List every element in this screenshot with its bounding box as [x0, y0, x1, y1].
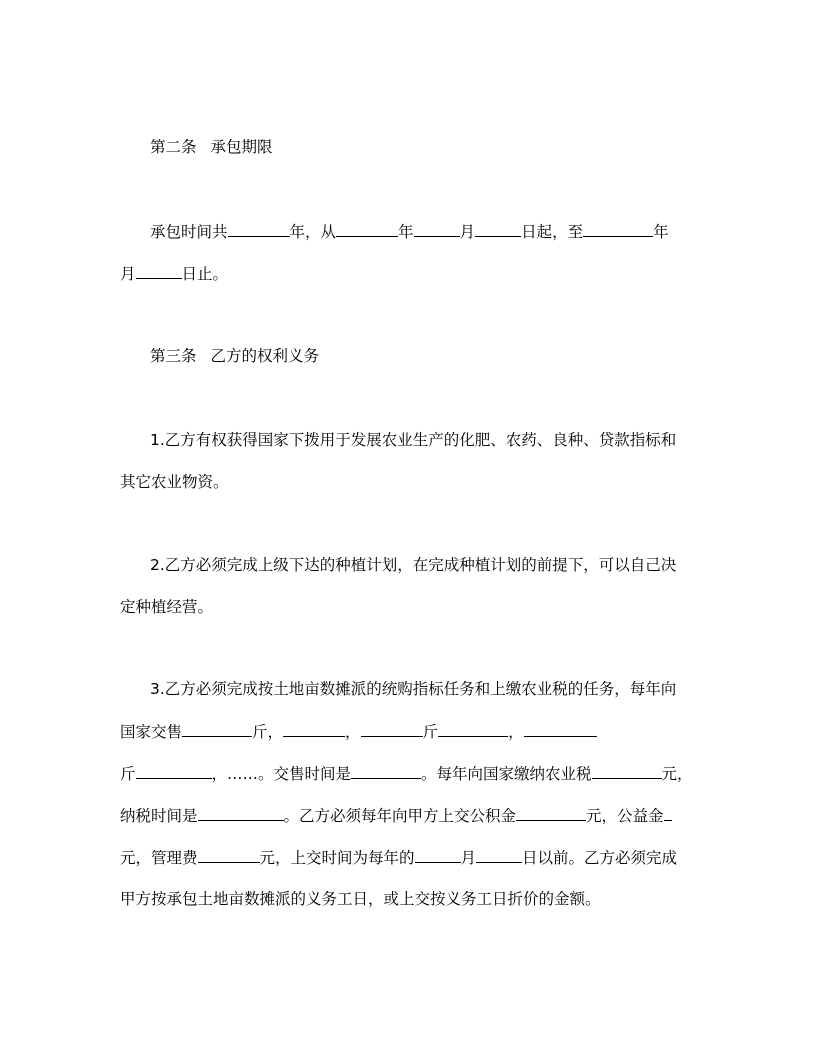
- blank-quota-amount-1-field[interactable]: [182, 721, 252, 737]
- clause-2-line-1: 2.乙方必须完成上级下达的种植计划，在完成种植计划的前提下，可以自己决: [150, 556, 677, 574]
- text-segment: 日起，至: [521, 223, 584, 241]
- text-segment: 日止。: [181, 265, 229, 283]
- text-segment: ，: [345, 723, 361, 741]
- text-segment: ，: [508, 723, 524, 741]
- clause-3-line-6: 甲方按承包土地亩数摊派的义务工日，或上交按义务工日折价的金额。: [120, 890, 601, 908]
- blank-end-month-field[interactable]: [136, 263, 182, 279]
- text-segment: ，……。交售时间是: [211, 765, 352, 783]
- blank-payment-month-field[interactable]: [415, 847, 461, 863]
- text-segment: 斤，: [252, 723, 284, 741]
- clause-1-line-1: 1.乙方有权获得国家下拨用于发展农业生产的化肥、农药、良种、贷款指标和: [150, 431, 677, 449]
- text-segment: 年: [653, 223, 669, 241]
- text-segment: 斤: [120, 765, 136, 783]
- text-segment: 月: [459, 223, 476, 241]
- clause-3-line-5: [120, 847, 677, 868]
- text-segment: 日以前。乙方必须完成: [522, 849, 678, 867]
- text-segment: 。乙方必须每年向甲方上交公积金: [283, 807, 517, 825]
- text-segment: 。每年向国家缴纳农业税: [421, 765, 592, 783]
- blank-quota-amount-3-field[interactable]: [524, 721, 597, 737]
- article-2-heading: [150, 137, 273, 157]
- blank-start-year-field[interactable]: [336, 221, 398, 237]
- blank-end-year-field[interactable]: [583, 221, 653, 237]
- article-3-number: 第三条: [150, 347, 197, 365]
- blank-quota-amount-2-field[interactable]: [361, 721, 423, 737]
- blank-quota-item-2-field[interactable]: [438, 721, 508, 737]
- text-segment: 年，从: [289, 223, 337, 241]
- clause-3-line-3: [120, 763, 693, 784]
- blank-quota-item-1-field[interactable]: [283, 721, 345, 737]
- text-segment: 元，: [661, 765, 693, 783]
- article-2-line-2: [120, 263, 228, 284]
- text-segment: 月: [460, 849, 477, 867]
- blank-tax-amount-field[interactable]: [592, 763, 662, 779]
- text-segment: 月: [120, 265, 136, 283]
- text-segment: 年: [398, 223, 414, 241]
- article-3-title: 乙方的权利义务: [210, 347, 320, 365]
- article-2-line-1: [150, 221, 669, 242]
- text-segment: 国家交售: [120, 723, 183, 741]
- blank-management-fee-field[interactable]: [198, 847, 260, 863]
- blank-years-field[interactable]: [228, 221, 290, 237]
- clause-1-line-2: 其它农业物资。: [120, 473, 229, 491]
- text-segment: 斤: [422, 723, 439, 741]
- article-3-heading: [150, 346, 319, 366]
- article-2-number: 第二条: [150, 138, 197, 156]
- clause-3-line-4: [120, 805, 672, 826]
- text-segment: 元，上交时间为每年的: [259, 849, 415, 867]
- blank-accumulation-fund-field[interactable]: [516, 805, 586, 821]
- blank-start-day-field[interactable]: [475, 221, 521, 237]
- blank-start-month-field[interactable]: [414, 221, 460, 237]
- clause-3-line-2: [120, 721, 597, 742]
- blank-payment-day-field[interactable]: [476, 847, 522, 863]
- clause-3-line-1: 3.乙方必须完成按土地亩数摊派的统购指标任务和上缴农业税的任务，每年向: [150, 680, 677, 698]
- blank-sale-time-field[interactable]: [351, 763, 421, 779]
- blank-welfare-fund-field[interactable]: [664, 805, 672, 821]
- text-segment: 元，公益金: [586, 807, 664, 825]
- text-segment: 承包时间共: [150, 223, 228, 241]
- text-segment: 纳税时间是: [120, 807, 198, 825]
- blank-quota-item-3-field[interactable]: [136, 763, 212, 779]
- clause-2-line-2: 定种植经营。: [120, 598, 214, 616]
- blank-tax-time-field[interactable]: [198, 805, 284, 821]
- text-segment: 元，管理费: [120, 849, 198, 867]
- article-2-title: 承包期限: [210, 138, 273, 156]
